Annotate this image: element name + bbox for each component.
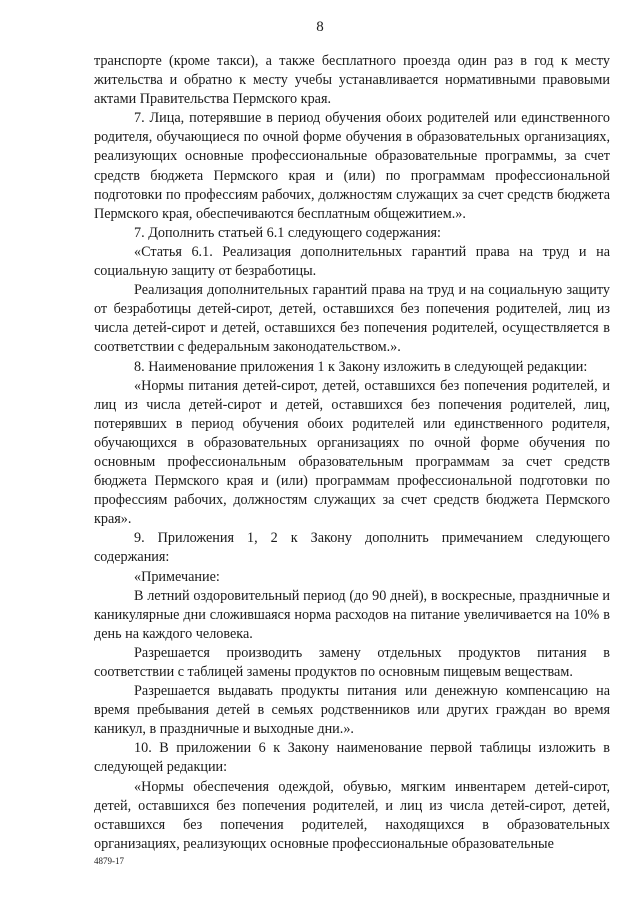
paragraph: Разрешается выдавать продукты питания или денежную компенсацию на время пребывания детей в семьях родственников или других граждан во время каникул, в праздничные и выходные дни.». [94, 683, 610, 738]
paragraph: «Примечание: [134, 568, 220, 585]
document-body [94, 52, 610, 854]
paragraph: Реализация дополнительных гарантий права на труд и на социальную защиту от безработицы детей-сирот, детей, оставшихся без попечения родителей, лиц из числа детей-сирот и детей, оставшихся без попечения родителей, осуществляется в соответствии с федеральным законодательством.». [94, 282, 610, 356]
paragraph: 9. Приложения 1, 2 к Закону дополнить примечанием следующего содержания: [94, 530, 610, 566]
paragraph: Разрешается производить замену отдельных продуктов питания в соответствии с таблицей замены продуктов по основным пищевым веществам. [94, 644, 610, 680]
paragraph: 7. Дополнить статьей 6.1 следующего содержания: [134, 224, 441, 241]
paragraph: транспорте (кроме такси), а также бесплатного проезда один раз в год к месту жительства и обратно к месту учебы устанавливается нормативными правовыми актами Правительства Пермского края. [94, 53, 610, 108]
paragraph: 10. В приложении 6 к Закону наименование первой таблицы изложить в следующей редакции: [94, 740, 610, 776]
paragraph: 7. Лица, потерявшие в период обучения обоих родителей или единственного родителя, обучающиеся по очной форме обучения в образовательных организациях, реализующих основные профессиональные образовательные программы, за счет средств бюджета Пермского края и (или) по программам профессиональной подготовки по профессиям рабочих, должностям служащих за счет средств бюджета Пермского края, обеспечиваются бесплатным общежитием.». [94, 110, 610, 222]
paragraph: «Статья 6.1. Реализация дополнительных гарантий права на труд и на социальную защиту от безработицы. [94, 243, 610, 280]
page-number: 8 [316, 19, 324, 35]
paragraph: «Нормы обеспечения одеждой, обувью, мягким инвентарем детей-сирот, детей, оставшихся без попечения родителей, и лиц из числа детей-сирот, детей, оставшихся без попечения родителей, находящихся в образовательных организациях, реализующих основные профессиональные образовательные [94, 778, 610, 852]
paragraph: 8. Наименование приложения 1 к Закону изложить в следующей редакции: [134, 358, 588, 375]
paragraph: В летний оздоровительный период (до 90 дней), в воскресные, праздничные и каникулярные дни сложившаяся норма расходов на питание увеличивается на 10% в день на каждого человека. [94, 587, 610, 642]
paragraph: «Нормы питания детей-сирот, детей, оставшихся без попечения родителей, и лиц из числа детей-сирот и детей, оставшихся без попечения родителей, лиц, потерявших в период обучения обоих родителей или единственного родителя, обучающихся в образовательных организациях по очной форме обучения по основным профессиональным образовательным программам за счет средств бюджета Пермского края и (или) программам профессиональной подготовки по профессиям рабочих, должностям служащих за счет средств бюджета Пермского края». [94, 377, 610, 528]
document-code: 4879-17 [94, 856, 124, 866]
